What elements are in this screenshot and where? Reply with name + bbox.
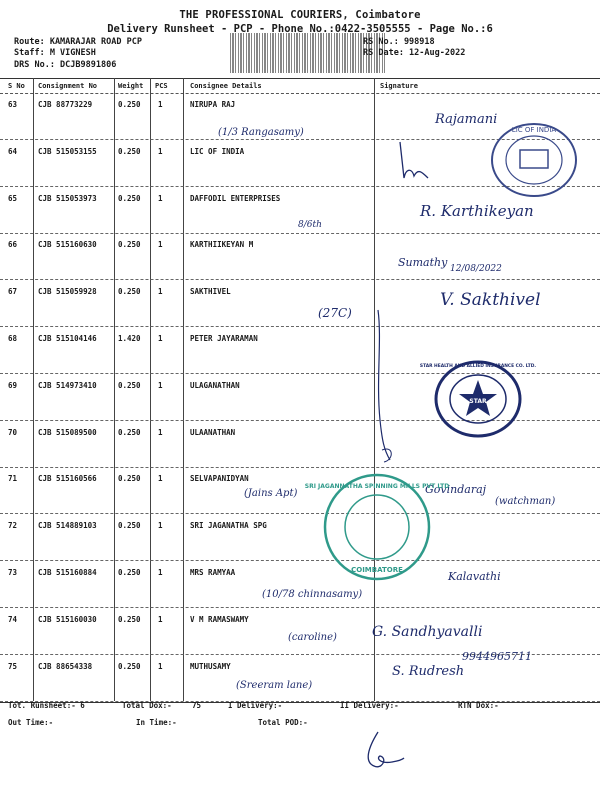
row-sno: 73 xyxy=(8,568,18,577)
row-weight: 0.250 xyxy=(118,193,141,203)
rs-date: RS Date: 12-Aug-2022 xyxy=(363,48,466,58)
star-health-stamp xyxy=(419,358,537,440)
table-row xyxy=(0,234,600,280)
row-consignee: SRI JAGANATHA SPG xyxy=(190,521,267,531)
pen-stroke xyxy=(360,300,400,470)
row-consignment: CJB 88773229 xyxy=(38,100,93,109)
row-sno: 64 xyxy=(8,146,18,156)
footer-divider xyxy=(0,702,600,703)
col-sno: S No xyxy=(8,82,25,90)
col-pcs: PCS xyxy=(155,82,168,90)
table-row xyxy=(0,562,600,608)
sri-jagannatha-stamp xyxy=(304,472,450,582)
row-weight: 1.420 xyxy=(118,334,141,343)
lic-stamp-text: LIC OF INDIA xyxy=(511,126,557,134)
row-pcs: 1 xyxy=(158,100,163,109)
row-consignment: CJB 88654338 xyxy=(38,661,93,671)
row-consignee: KARTHIIKEYAN M xyxy=(190,240,254,250)
staff-label: Staff: M VIGNESH xyxy=(14,48,96,58)
ii-delivery: II Delivery:- xyxy=(340,701,399,710)
row-consignment: CJB 515160566 xyxy=(38,474,97,484)
runsheet-title: Delivery Runsheet - PCP - Phone No.:0422-3505555 - Page No.:6 xyxy=(107,23,493,35)
row-pcs: 1 xyxy=(158,287,163,297)
row-weight: 0.250 xyxy=(118,100,141,109)
row-consignee: LIC OF INDIA xyxy=(190,146,245,156)
row-weight: 0.250 xyxy=(118,474,141,484)
rs-no: RS No.: 998918 xyxy=(363,37,435,47)
row-pcs: 1 xyxy=(158,474,163,484)
drs-label: DRS No.: DCJB9891806 xyxy=(14,60,117,70)
row-consignee: ULAANATHAN xyxy=(190,427,236,437)
row-consignment: CJB 515053973 xyxy=(38,193,97,203)
row-pcs: 1 xyxy=(158,427,163,437)
row-pcs: 1 xyxy=(158,146,163,156)
lic-stamp xyxy=(488,120,580,200)
row-consignment: CJB 515053155 xyxy=(38,146,97,156)
row-pcs: 1 xyxy=(158,193,163,203)
row-pcs: 1 xyxy=(158,661,163,671)
barcode xyxy=(230,33,385,73)
row-consignee: ULAGANATHAN xyxy=(190,380,240,390)
row-consignment: CJB 515059928 xyxy=(38,287,97,297)
row-consignee: DAFFODIL ENTERPRISES xyxy=(190,193,281,203)
date-row-66: 12/08/2022 xyxy=(450,264,502,274)
row-consignment: CJB 514973410 xyxy=(38,380,97,390)
col-consignee: Consignee Details xyxy=(190,82,262,90)
row-weight: 0.250 xyxy=(118,661,141,671)
col-signature: Signature xyxy=(380,82,418,90)
row-pcs: 1 xyxy=(158,240,163,250)
i-delivery: I Delivery:- xyxy=(228,701,283,710)
row-consignment: CJB 515160630 xyxy=(38,240,97,250)
note-row-73: (10/78 chinnasamy) xyxy=(262,589,363,600)
row-pcs: 1 xyxy=(158,521,163,531)
row-consignee: MRS RAMYAA xyxy=(190,568,236,577)
signature-row-65: R. Karthikeyan xyxy=(420,202,534,220)
in-time: In Time:- xyxy=(136,718,177,727)
row-sno: 68 xyxy=(8,334,18,343)
row-weight: 0.250 xyxy=(118,240,141,250)
note-row-65: 8/6th xyxy=(298,220,322,230)
signature-row-75: S. Rudresh xyxy=(392,664,465,679)
tot-runsheet: Tot. Runsheet:- 6 xyxy=(8,701,85,710)
row-weight: 0.250 xyxy=(118,427,141,437)
row-sno: 65 xyxy=(8,193,18,203)
row-sno: 75 xyxy=(8,661,18,671)
total-dox-value: 75 xyxy=(192,701,202,710)
route-label: Route: KAMARAJAR ROAD PCP xyxy=(14,37,142,47)
out-time: Out Time:- xyxy=(8,718,54,727)
row-sno: 66 xyxy=(8,240,18,250)
row-pcs: 1 xyxy=(158,380,163,390)
row-consignee: SELVAPANIDYAN xyxy=(190,474,249,484)
row-sno: 71 xyxy=(8,474,18,484)
row-pcs: 1 xyxy=(158,568,163,577)
row-sno: 72 xyxy=(8,521,18,531)
col-weight: Weight xyxy=(118,82,144,90)
table-row xyxy=(0,468,600,514)
note-row-75: (Sreeram lane) xyxy=(236,680,313,691)
phone-row-75: 9944965711 xyxy=(462,650,532,663)
row-weight: 0.250 xyxy=(118,146,141,156)
row-consignee: SAKTHIVEL xyxy=(190,287,231,297)
signature-row-71-role: (watchman) xyxy=(495,496,556,507)
sjsm-stamp-city: COIMBATORE xyxy=(351,566,403,574)
row-pcs: 1 xyxy=(158,334,163,343)
row-consignee: MUTHUSAMY xyxy=(190,661,231,671)
row-weight: 0.250 xyxy=(118,614,141,624)
row-weight: 0.250 xyxy=(118,380,141,390)
row-consignment: CJB 515089500 xyxy=(38,427,97,437)
rtn-dox: RTN Dox:- xyxy=(458,701,499,710)
row-sno: 63 xyxy=(8,100,18,109)
col-consignment: Consignment No xyxy=(38,82,98,90)
row-consignment: CJB 515160030 xyxy=(38,614,97,624)
row-consignee: NIRUPA RAJ xyxy=(190,100,236,109)
row-sno: 69 xyxy=(8,380,18,390)
total-pod: Total POD:- xyxy=(258,718,308,727)
table-row xyxy=(0,515,600,561)
row-consignment: CJB 515160884 xyxy=(38,568,97,577)
note-row-67: (27C) xyxy=(318,306,352,320)
signature-row-71: Govindaraj xyxy=(425,483,487,496)
row-sno: 67 xyxy=(8,287,18,297)
total-dox-label: Total Dox:- xyxy=(122,701,172,710)
signature-row-66: Sumathy xyxy=(398,256,448,269)
signature-row-63: Rajamani xyxy=(435,112,498,127)
row-sno: 70 xyxy=(8,427,18,437)
row-consignment: CJB 514889103 xyxy=(38,521,97,531)
staff-signature xyxy=(358,728,408,773)
signature-row-64 xyxy=(392,138,432,188)
note-row-71: (Jains Apt) xyxy=(244,488,298,499)
table-header xyxy=(0,78,600,94)
row-weight: 0.250 xyxy=(118,568,141,577)
sjsm-stamp-text: SRI JAGANNATHA SPINNING MILLS PVT LTD xyxy=(304,483,450,490)
row-weight: 0.250 xyxy=(118,521,141,531)
note-row-63: (1/3 Rangasamy) xyxy=(218,127,304,138)
row-consignee: V M RAMASWAMY xyxy=(190,614,249,624)
row-consignment: CJB 515104146 xyxy=(38,334,97,343)
row-consignee: PETER JAYARAMAN xyxy=(190,334,258,343)
star-stamp-text: STAR HEALTH AND ALLIED INSURANCE CO. LTD. xyxy=(419,364,537,369)
company-title: THE PROFESSIONAL COURIERS, Coimbatore xyxy=(179,9,421,21)
signature-row-74: G. Sandhyavalli xyxy=(372,624,483,640)
signature-row-67: V. Sakthivel xyxy=(440,290,541,310)
star-stamp-center: STAR xyxy=(469,398,487,405)
signature-row-73: Kalavathi xyxy=(448,570,501,583)
note-row-74: (caroline) xyxy=(288,632,337,643)
row-sno: 74 xyxy=(8,614,18,624)
row-pcs: 1 xyxy=(158,614,163,624)
row-weight: 0.250 xyxy=(118,287,141,297)
